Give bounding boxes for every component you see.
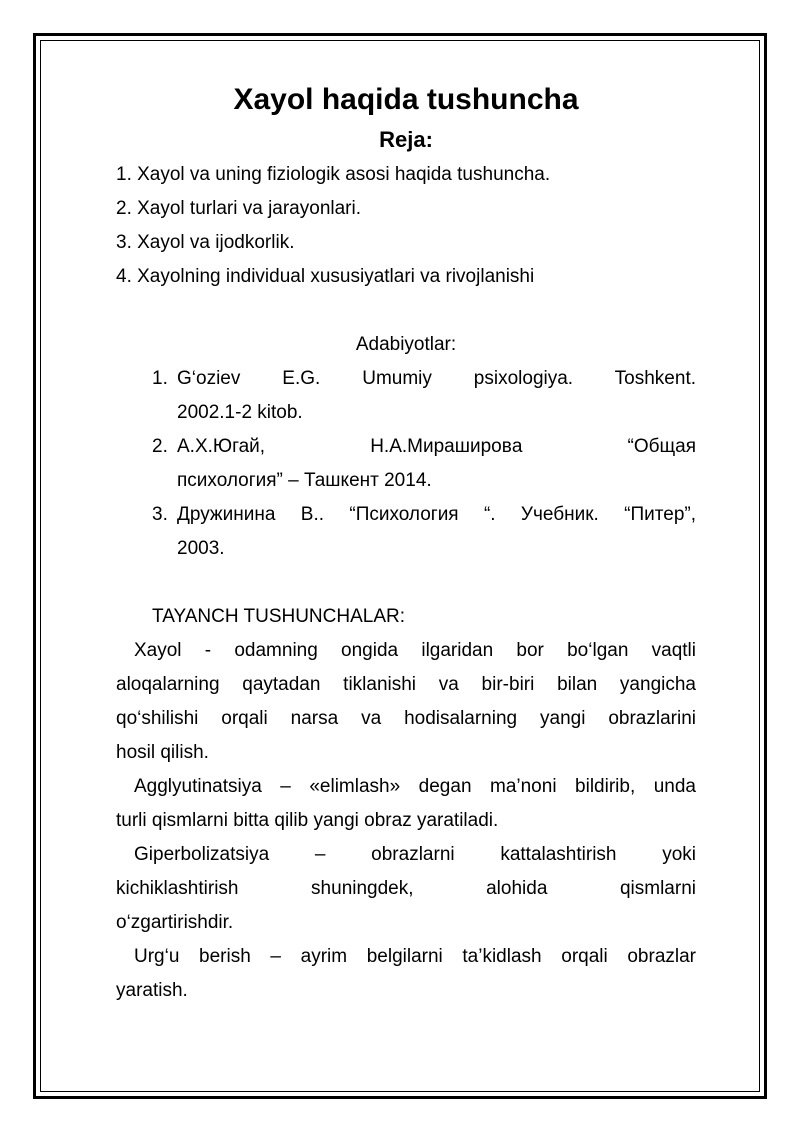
term-paragraph [116,838,696,940]
literature-item-line: психология” – Ташкент 2014. [177,470,432,491]
paragraph-line: qo‘shilishi orqali narsa va hodisalarning yangi obrazlarini [116,708,696,729]
literature-item-line: 2002.1-2 kitob. [177,402,303,423]
literature-item-number: 3. [152,504,168,525]
literature-item-line: 2003. [177,538,225,559]
paragraph-line: Agglyutinatsiya – «elimlash» degan ma’noni bildirib, unda [134,776,696,797]
terms-heading: TAYANCH TUSHUNCHALAR: [152,606,406,627]
paragraph-line: aloqalarning qaytadan tiklanishi va bir-biri bilan yangicha [116,674,696,695]
literature-heading: Adabiyotlar: [355,334,457,355]
plan-item: 4. Xayolning individual xususiyatlari va rivojlanishi [116,266,535,287]
paragraph-line: Xayol - odamning ongida ilgaridan bor bo‘lgan vaqtli [134,640,696,661]
literature-item [116,362,696,430]
plan-item: 1. Xayol va uning fiziologik asosi haqida tushuncha. [116,164,551,185]
literature-item-number: 1. [152,368,168,389]
document-body [116,78,696,1008]
term-paragraph [116,634,696,770]
paragraph-line: kichiklashtirish shuningdek, alohida qismlarni [116,878,696,899]
paragraph-line: Giperbolizatsiya – obrazlarni kattalashtirish yoki [134,844,696,865]
literature-list [116,362,696,566]
plan-item: 3. Xayol va ijodkorlik. [116,232,295,253]
literature-item [116,430,696,498]
plan-heading: Reja: [379,127,433,152]
spacer [116,566,696,600]
literature-item-line: А.Х.Югай, Н.А.Мирашировa “Общая [177,436,696,457]
paragraph-line: Urg‘u berish – ayrim belgilarni ta’kidlash orqali obrazlar [134,946,696,967]
paragraph-line: hosil qilish. [116,742,209,763]
literature-item [116,498,696,566]
literature-item-number: 2. [152,436,168,457]
plan-list [116,158,696,294]
term-paragraph [116,770,696,838]
term-paragraph [116,940,696,1008]
literature-item-line: G‘oziev E.G. Umumiy psixologiya. Toshkent. [177,368,696,389]
paragraph-line: yaratish. [116,980,188,1001]
paragraph-line: turli qismlarni bitta qilib yangi obraz yaratiladi. [116,810,499,831]
document-title: Xayol haqida tushuncha [233,83,579,116]
paragraph-line: o‘zgartirishdir. [116,912,234,933]
plan-item: 2. Xayol turlari va jarayonlari. [116,198,361,219]
spacer [116,294,696,328]
literature-item-line: Дружинина В.. “Психология “. Учебник. “Питер”, [177,504,696,525]
